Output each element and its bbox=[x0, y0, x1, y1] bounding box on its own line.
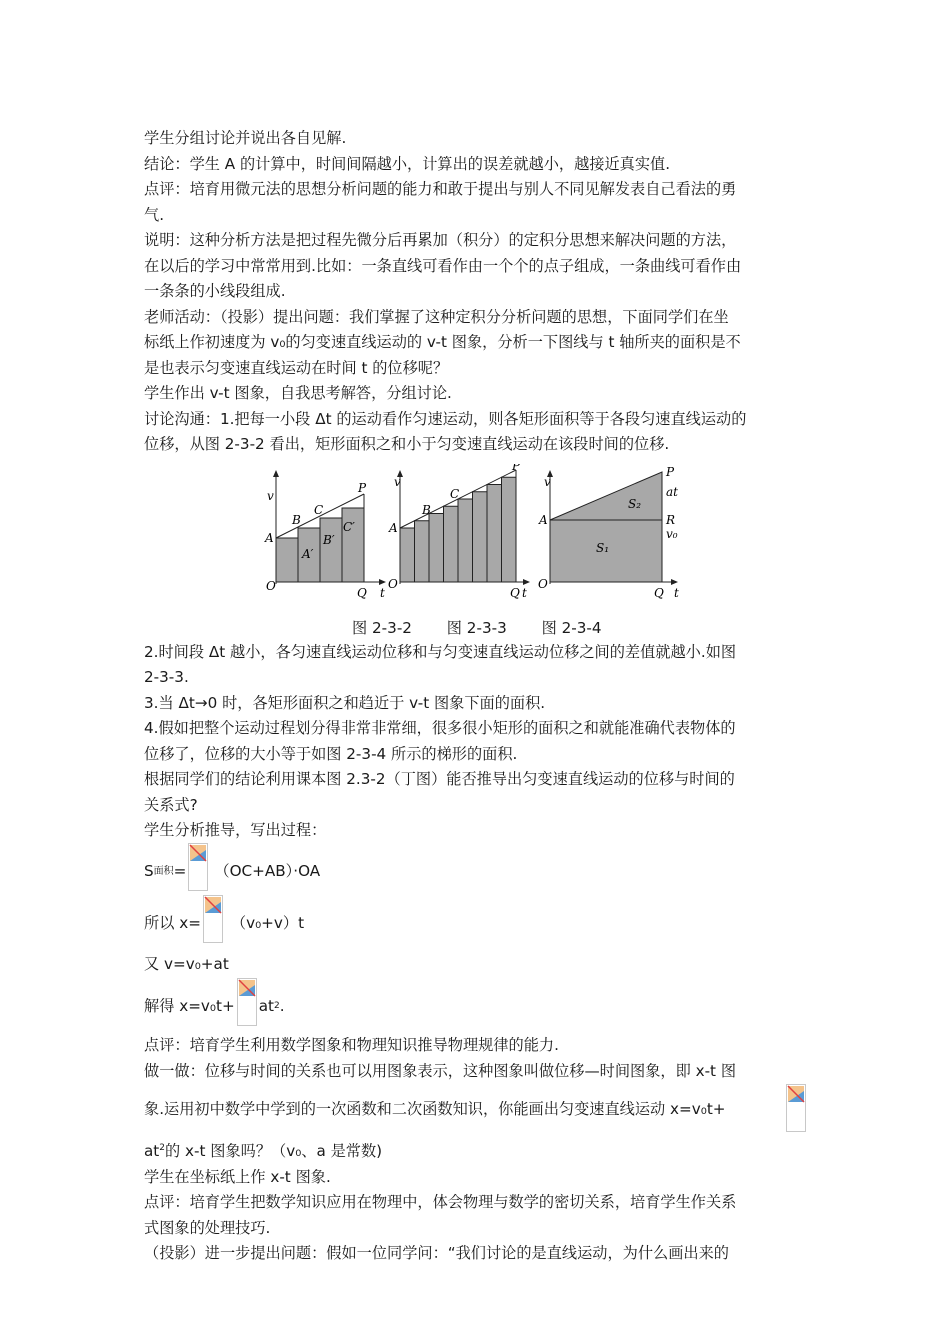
document-body bbox=[144, 126, 808, 1267]
label-q: Q bbox=[510, 585, 520, 600]
fig2-bar bbox=[458, 499, 473, 582]
formula-eq: = bbox=[173, 861, 187, 880]
formula-at: at bbox=[144, 1142, 160, 1160]
label-b: B bbox=[292, 512, 301, 527]
paragraph: 2.时间段 Δt 越小，各匀速直线运动位移和与匀变速直线运动位移之间的差值就越小.如图 bbox=[144, 642, 737, 661]
label-o: O bbox=[266, 578, 276, 593]
paragraph: 位移，从图 2-3-2 看出，矩形面积之和小于匀变速直线运动在该段时间的位移. bbox=[144, 435, 670, 453]
broken-image-icon bbox=[203, 895, 223, 943]
formula-displacement bbox=[144, 898, 808, 950]
paragraph: 结论：学生 A 的计算中，时间间隔越小，计算出的误差就越小，越接近真实值. bbox=[144, 154, 671, 173]
fig2-bar bbox=[487, 484, 502, 582]
vt-graphs-svg bbox=[144, 464, 808, 604]
broken-image-icon bbox=[237, 978, 257, 1026]
paragraph: 根据同学们的结论利用课本图 2.3-2（丁图）能否推导出匀变速直线运动的位移与时间的 bbox=[144, 770, 735, 788]
label-c: C bbox=[450, 486, 460, 501]
figure-captions bbox=[144, 616, 808, 640]
image-placeholder-glyph bbox=[204, 896, 222, 916]
rect-c bbox=[320, 518, 342, 582]
paragraph: 点评：培育学生把数学知识应用在物理中，体会物理与数学的密切关系，培育学生作关系 bbox=[144, 1193, 737, 1211]
paragraph: 4.假如把整个运动过程划分得非常非常细，很多很小矩形的面积之和就能准确代表物体的 bbox=[144, 719, 736, 737]
label-v0: v₀ bbox=[666, 526, 678, 541]
rect-a bbox=[276, 538, 298, 582]
paragraph: 学生作出 v-t 图象，自我思考解答，分组讨论. bbox=[144, 384, 452, 402]
formula-at: at bbox=[258, 997, 274, 1016]
label-p: P bbox=[512, 463, 521, 473]
fig2-bar bbox=[502, 477, 517, 582]
paragraph: 学生分组讨论并说出各自见解. bbox=[144, 129, 347, 147]
label-q: Q bbox=[654, 585, 664, 600]
v-axis-arrow bbox=[273, 470, 279, 477]
broken-image-icon bbox=[188, 843, 208, 891]
fig2-bar bbox=[400, 528, 415, 582]
image-placeholder-glyph bbox=[787, 1085, 805, 1105]
paragraph: 学生分析推导，写出过程： bbox=[144, 821, 327, 839]
paragraph: 说明：这种分析方法是把过程先微分后再累加（积分）的定积分思想来解决问题的方法， bbox=[144, 231, 737, 249]
formula-velocity: 又 v=v₀+at bbox=[144, 954, 229, 973]
image-placeholder-glyph bbox=[238, 979, 256, 999]
paragraph-text: 象.运用初中数学中学到的一次函数和二次函数知识，你能画出匀变速直线运动 x=v₀t+ bbox=[144, 1100, 726, 1119]
label-r: R bbox=[666, 512, 676, 527]
paragraph bbox=[144, 1136, 808, 1165]
image-placeholder-glyph bbox=[189, 844, 207, 864]
label-b: B bbox=[422, 502, 431, 517]
formula-solution bbox=[144, 981, 808, 1033]
formula-sub: 面积 bbox=[153, 865, 174, 877]
formula-prefix: 所以 x= bbox=[144, 913, 201, 932]
paragraph: 讨论沟通：1.把每一小段 Δt 的运动看作匀速运动，则各矩形面积等于各段匀速直线运动的 bbox=[144, 409, 747, 428]
figure-2-3-3 bbox=[388, 464, 530, 600]
label-t: t bbox=[522, 585, 527, 600]
label-a: A bbox=[539, 512, 548, 527]
paragraph: 点评：培育用微元法的思想分析问题的能力和敢于提出与别人不同见解发表自己看法的勇 bbox=[144, 180, 737, 198]
figure-2-3-2 bbox=[264, 470, 386, 600]
paragraph: 3.当 Δt→0 时，各矩形面积之和趋近于 v-t 图象下面的面积. bbox=[144, 693, 546, 712]
caption-2-3-3: 图 2-3-3 bbox=[446, 618, 507, 637]
label-c-prime: C′ bbox=[343, 519, 355, 534]
label-p: P bbox=[358, 480, 367, 495]
label-s1: S₁ bbox=[596, 540, 610, 555]
figure-2-3-4 bbox=[538, 465, 679, 600]
paragraph-text: 的 x-t 图象吗？（v₀、a 是常数) bbox=[165, 1142, 383, 1160]
paragraph: 关系式? bbox=[144, 795, 198, 814]
caption-2-3-2: 图 2-3-2 bbox=[352, 618, 412, 637]
paragraph: 气. bbox=[144, 205, 165, 224]
formula-prefix: 解得 x=v₀t+ bbox=[144, 997, 235, 1016]
paragraph: 位移了，位移的大小等于如图 2-3-4 所示的梯形的面积. bbox=[144, 744, 518, 763]
label-v: v bbox=[394, 474, 401, 489]
fig2-bar bbox=[429, 513, 444, 582]
paragraph: 式图象的处理技巧. bbox=[144, 1218, 271, 1237]
label-a: A bbox=[389, 520, 398, 535]
paragraph: 做一做：位移与时间的关系也可以用图象表示，这种图象叫做位移—时间图象，即 x-t 图 bbox=[144, 1061, 737, 1080]
formula-sup: 2 bbox=[273, 1001, 280, 1012]
formula-sup: 2 bbox=[159, 1143, 165, 1153]
paragraph-with-formula bbox=[144, 1084, 808, 1136]
label-a-prime: A′ bbox=[302, 546, 314, 561]
label-t: t bbox=[674, 585, 679, 600]
label-v: v bbox=[267, 488, 274, 503]
label-q: Q bbox=[357, 585, 367, 600]
figure-vt-graphs bbox=[144, 464, 808, 604]
label-b-prime: B′ bbox=[323, 532, 335, 547]
paragraph: 老师活动：（投影）提出问题：我们掌握了这种定积分分析问题的思想，下面同学们在坐 bbox=[144, 307, 729, 326]
label-t: t bbox=[380, 585, 385, 600]
paragraph: 是也表示匀变速直线运动在时间 t 的位移呢？ bbox=[144, 358, 449, 377]
paragraph: 学生在坐标纸上作 x-t 图象. bbox=[144, 1167, 331, 1186]
label-o: O bbox=[538, 576, 548, 591]
fig2-bar bbox=[444, 506, 459, 582]
label-at: at bbox=[666, 484, 678, 499]
formula-end: . bbox=[279, 997, 285, 1016]
label-o: O bbox=[388, 576, 398, 591]
fig2-bar bbox=[473, 491, 488, 581]
paragraph: 点评：培育学生利用数学图象和物理知识推导物理规律的能力. bbox=[144, 1036, 559, 1054]
label-a: A bbox=[265, 530, 274, 545]
paragraph: 在以后的学习中常常用到.比如：一条直线可看作由一个个的点子组成，一条曲线可看作由 bbox=[144, 256, 742, 275]
label-v: v bbox=[544, 474, 551, 489]
broken-image-icon bbox=[786, 1084, 806, 1132]
formula-area bbox=[144, 846, 808, 898]
label-s2: S₂ bbox=[628, 496, 642, 511]
label-p: P bbox=[666, 464, 675, 479]
label-c: C bbox=[314, 502, 324, 517]
caption-2-3-4: 图 2-3-4 bbox=[541, 618, 602, 637]
paragraph: 2-3-3. bbox=[144, 668, 189, 686]
formula-s: S bbox=[144, 861, 154, 880]
paragraph: 标纸上作初速度为 v₀的匀变速直线运动的 v-t 图象，分析一下图线与 t 轴所夹的面积是不 bbox=[144, 333, 741, 351]
paragraph: 一条条的小线段组成. bbox=[144, 282, 286, 300]
t-axis-arrow bbox=[523, 579, 530, 585]
fig2-bar bbox=[415, 520, 430, 581]
t-axis-arrow bbox=[671, 579, 678, 585]
formula-rest: （OC+AB）·OA bbox=[214, 861, 321, 880]
formula-rest: （v₀+v）t bbox=[230, 913, 305, 932]
t-axis-arrow bbox=[379, 579, 386, 585]
trapezoid bbox=[550, 472, 662, 582]
paragraph: （投影）进一步提出问题：假如一位同学问：“我们讨论的是直线运动，为什么画出来的 bbox=[144, 1244, 729, 1262]
